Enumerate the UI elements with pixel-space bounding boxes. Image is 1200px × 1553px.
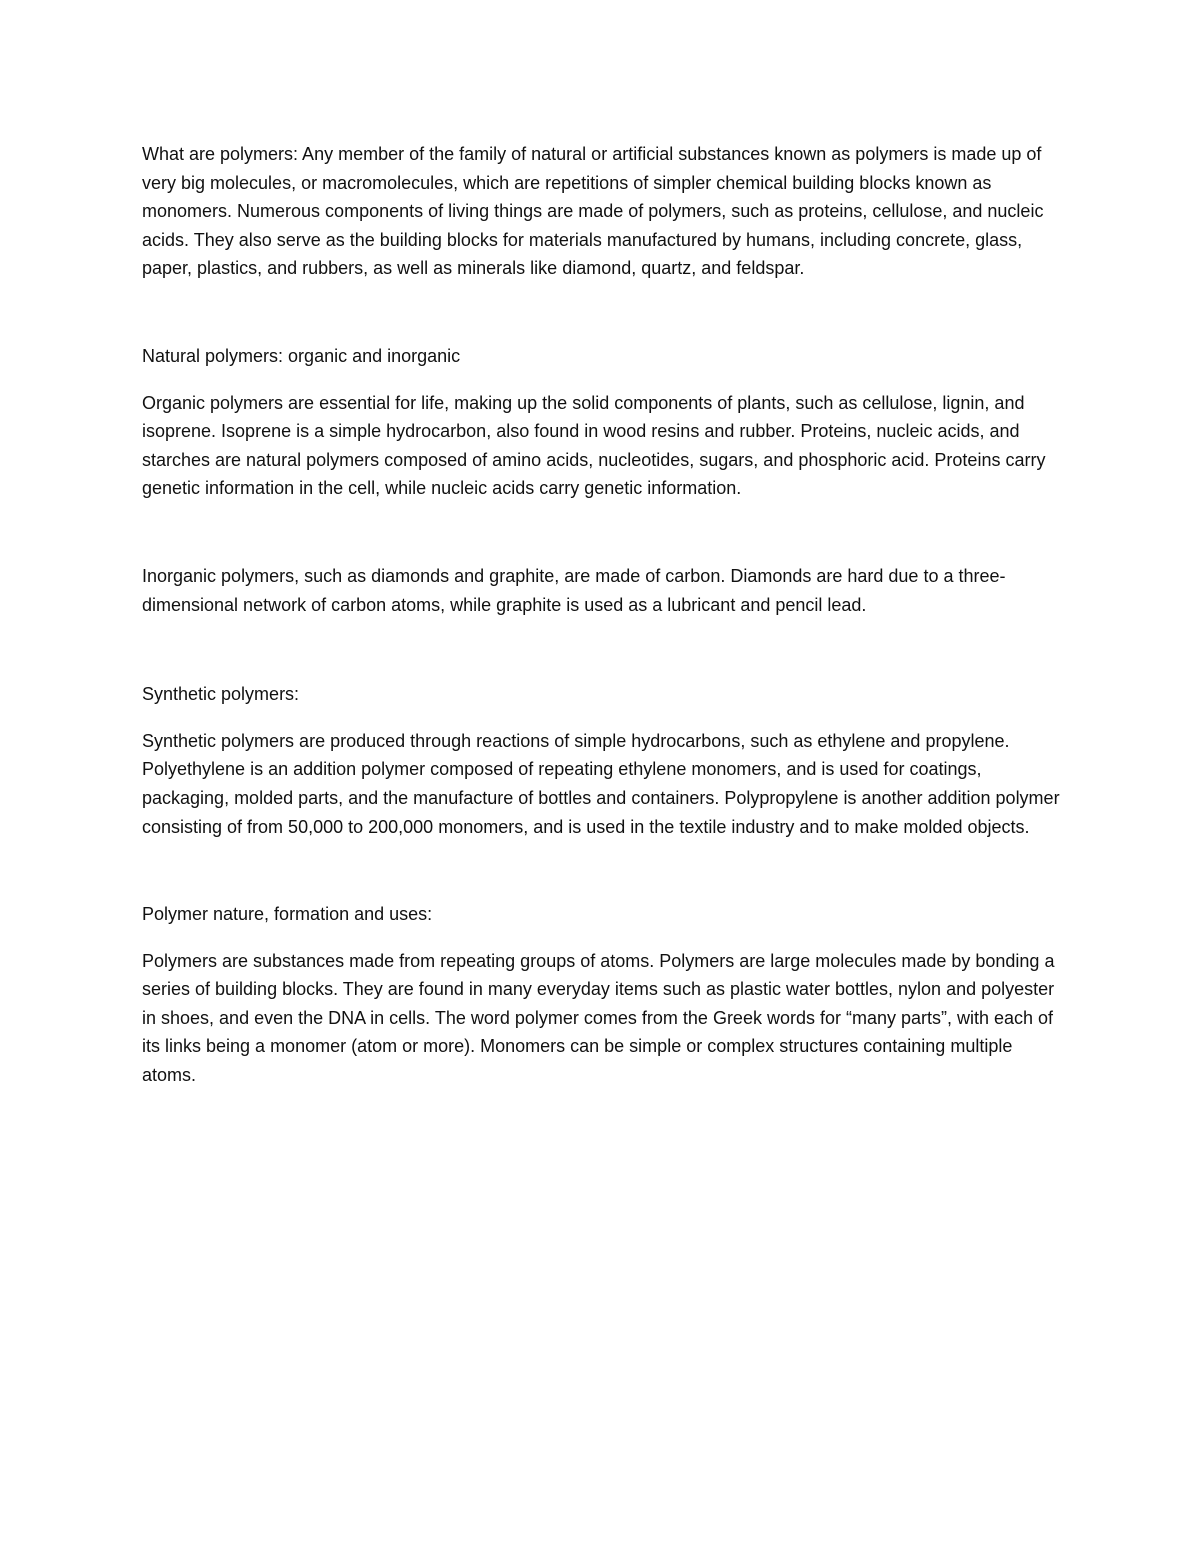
natural-polymers-heading: Natural polymers: organic and inorganic (142, 345, 461, 366)
synthetic-polymers-paragraph: Synthetic polymers are produced through reactions of simple hydrocarbons, such as ethylene and propylene. Polyethylene is an addition polymer composed of repeating ethylene monomers, and is used for coatings, packaging, molded parts, and the manufacture of bottles and containers. Polypropylene is another addition polymer consisting of from 50,000 to 200,000 monomers, and is used in the textile industry and to make molded objects. (142, 730, 1060, 837)
intro-paragraph: What are polymers: Any member of the family of natural or artificial substances known as polymers is made up of very big molecules, or macromolecules, which are repetitions of simpler chemical building blocks known as monomers. Numerous components of living things are made of polymers, such as proteins, cellulose, and nucleic acids. They also serve as the building blocks for materials manufactured by humans, including concrete, glass, paper, plastics, and rubbers, as well as minerals like diamond, quartz, and feldspar. (142, 144, 1044, 279)
document-body (142, 140, 1060, 1090)
synthetic-polymers-heading: Synthetic polymers: (142, 684, 300, 705)
polymer-nature-heading: Polymer nature, formation and uses: (142, 904, 433, 925)
polymer-nature-paragraph: Polymers are substances made from repeating groups of atoms. Polymers are large molecules made by bonding a series of building blocks. They are found in many everyday items such as plastic water bottles, nylon and polyester in shoes, and even the DNA in cells. The word polymer comes from the Greek words for “many parts”, with each of its links being a monomer (atom or more). Monomers can be simple or complex structures containing multiple atoms. (142, 950, 1055, 1086)
inorganic-polymers-paragraph: Inorganic polymers, such as diamonds and graphite, are made of carbon. Diamonds are hard due to a three-dimensional network of carbon atoms, while graphite is used as a lubricant and pencil lead. (142, 565, 1006, 615)
organic-polymers-paragraph: Organic polymers are essential for life, making up the solid components of plants, such as cellulose, lignin, and isoprene. Isoprene is a simple hydrocarbon, also found in wood resins and rubber. Proteins, nucleic acids, and starches are natural polymers composed of amino acids, nucleotides, sugars, and phosphoric acid. Proteins carry genetic information in the cell, while nucleic acids carry genetic information. (142, 392, 1046, 499)
